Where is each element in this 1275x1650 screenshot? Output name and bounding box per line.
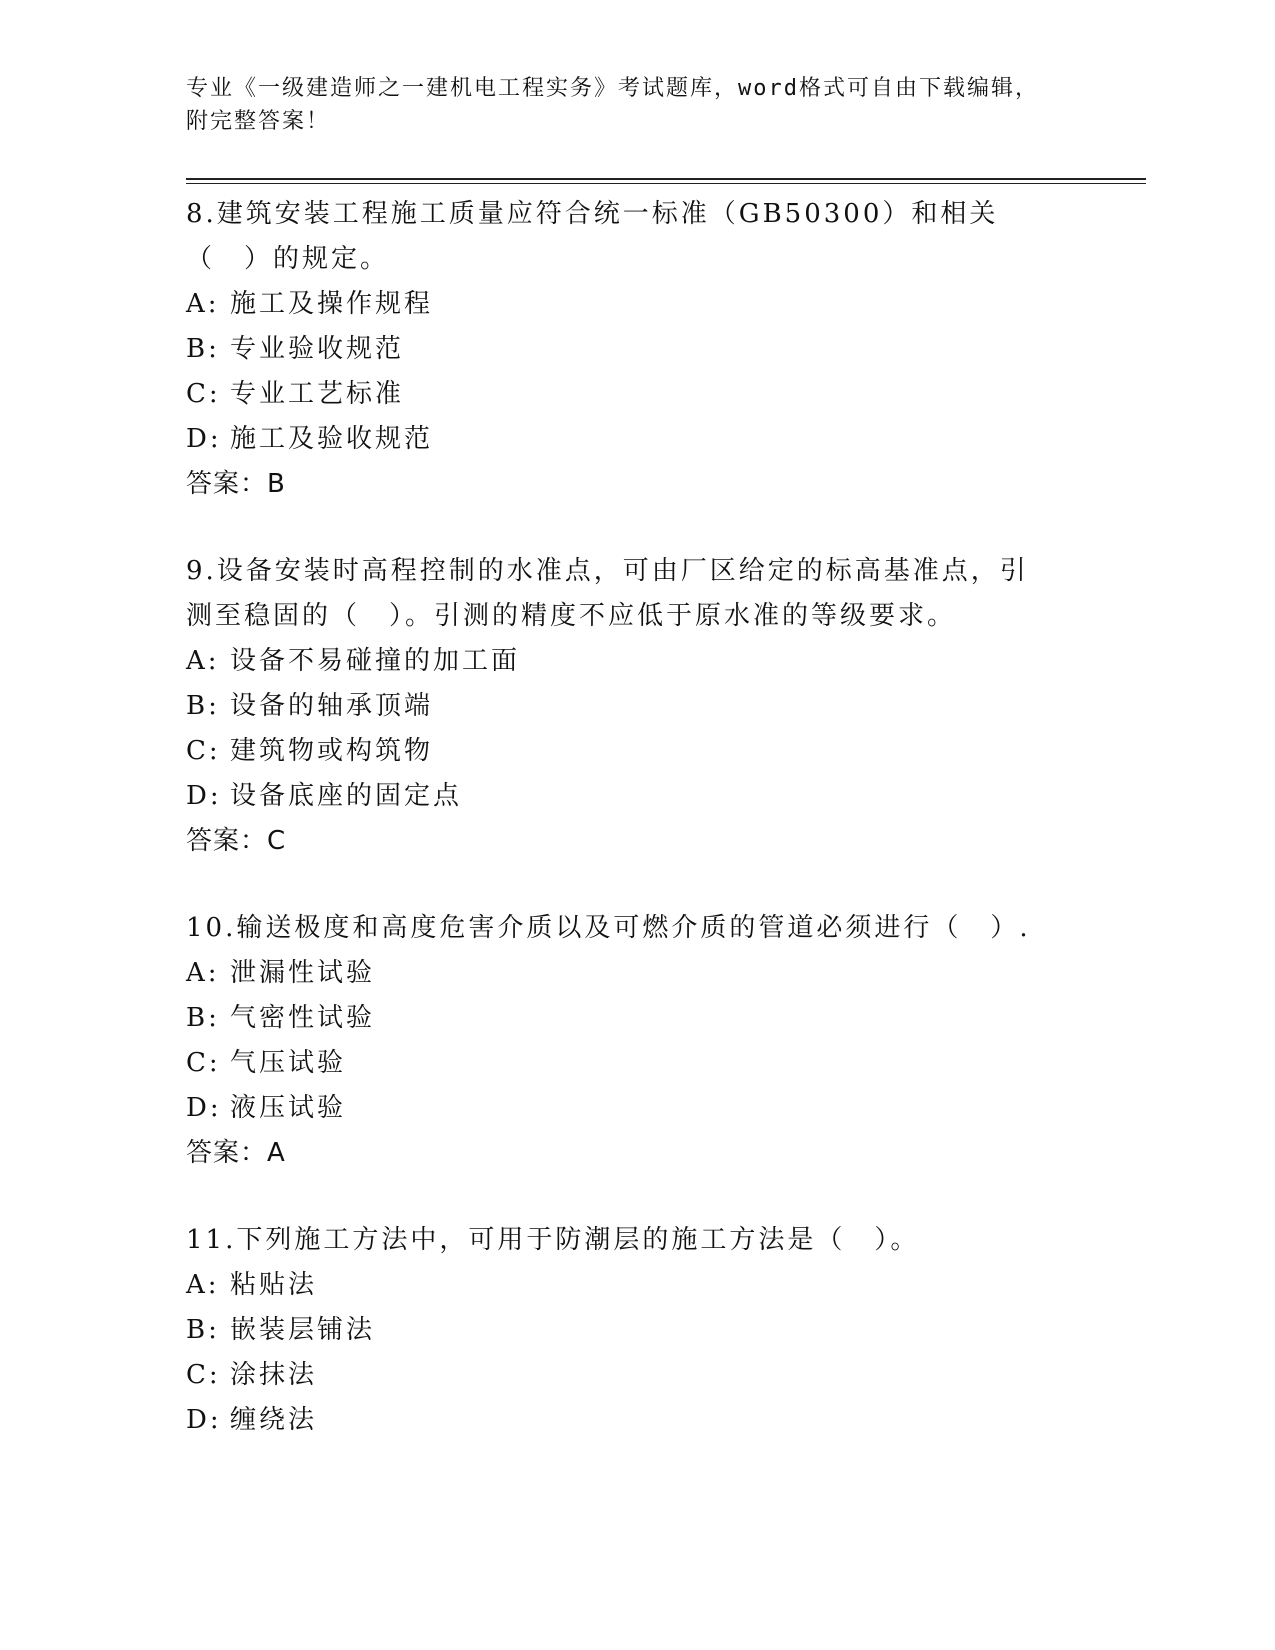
question-text: 10.输送极度和高度危害介质以及可燃介质的管道必须进行（ ）. — [186, 913, 1031, 943]
option-c — [186, 1041, 1146, 1086]
option-c — [186, 372, 1146, 417]
option-a — [186, 639, 1146, 684]
option-letter: C: — [186, 1048, 221, 1078]
option-b — [186, 996, 1146, 1041]
option-letter: B: — [186, 1003, 220, 1033]
option-d — [186, 774, 1146, 819]
option-text: 施工及操作规程 — [230, 289, 434, 319]
question-11 — [186, 1218, 1146, 1443]
option-text: 专业验收规范 — [230, 334, 405, 364]
answer-line: 答案：B — [186, 469, 286, 499]
option-letter: D: — [186, 424, 222, 454]
option-text: 建筑物或构筑物 — [230, 736, 434, 766]
option-text: 设备不易碰撞的加工面 — [230, 646, 521, 676]
question-8 — [186, 192, 1146, 507]
option-d — [186, 1398, 1146, 1443]
option-d — [186, 1086, 1146, 1131]
question-text: 9.设备安装时高程控制的水准点，可由厂区给定的标高基准点，引测至稳固的（ ）。引测的精度不应低于原水准的等级要求。 — [186, 556, 1029, 631]
question-list — [186, 192, 1146, 1443]
option-letter: A: — [186, 958, 220, 988]
document-page — [186, 72, 1146, 1485]
option-text: 缠绕法 — [230, 1405, 318, 1435]
option-letter: A: — [186, 646, 220, 676]
question-text: 11.下列施工方法中，可用于防潮层的施工方法是（ ）。 — [186, 1225, 920, 1255]
option-a — [186, 951, 1146, 996]
option-text: 泄漏性试验 — [230, 958, 376, 988]
option-text: 设备底座的固定点 — [230, 781, 463, 811]
option-text: 专业工艺标准 — [230, 379, 405, 409]
header-divider — [186, 178, 1146, 184]
answer-line: 答案：A — [186, 1138, 286, 1168]
option-b — [186, 1308, 1146, 1353]
option-b — [186, 684, 1146, 729]
option-text: 气密性试验 — [230, 1003, 376, 1033]
option-c — [186, 1353, 1146, 1398]
option-text: 气压试验 — [230, 1048, 347, 1078]
option-letter: D: — [186, 1093, 222, 1123]
option-text: 嵌装层铺法 — [230, 1315, 376, 1345]
header-line-1: 专业《一级建造师之一建机电工程实务》考试题库，word格式可自由下载编辑， — [186, 76, 1039, 101]
option-letter: D: — [186, 781, 222, 811]
option-d — [186, 417, 1146, 462]
question-9 — [186, 549, 1146, 864]
option-letter: A: — [186, 1270, 220, 1300]
option-c — [186, 729, 1146, 774]
option-text: 施工及验收规范 — [230, 424, 434, 454]
option-letter: C: — [186, 379, 221, 409]
option-b — [186, 327, 1146, 372]
option-a — [186, 282, 1146, 327]
option-text: 涂抹法 — [230, 1360, 318, 1390]
question-text: 8.建筑安装工程施工质量应符合统一标准（GB50300）和相关（ ）的规定。 — [186, 199, 999, 274]
option-letter: B: — [186, 334, 220, 364]
option-letter: B: — [186, 1315, 220, 1345]
option-a — [186, 1263, 1146, 1308]
answer-line: 答案：C — [186, 826, 287, 856]
option-letter: C: — [186, 1360, 221, 1390]
option-letter: D: — [186, 1405, 222, 1435]
option-text: 液压试验 — [230, 1093, 347, 1123]
option-text: 设备的轴承顶端 — [230, 691, 434, 721]
option-letter: B: — [186, 691, 220, 721]
option-letter: C: — [186, 736, 221, 766]
document-header — [186, 72, 1146, 138]
question-10 — [186, 906, 1146, 1176]
header-line-2: 附完整答案！ — [186, 109, 331, 134]
option-text: 粘贴法 — [230, 1270, 318, 1300]
option-letter: A: — [186, 289, 220, 319]
